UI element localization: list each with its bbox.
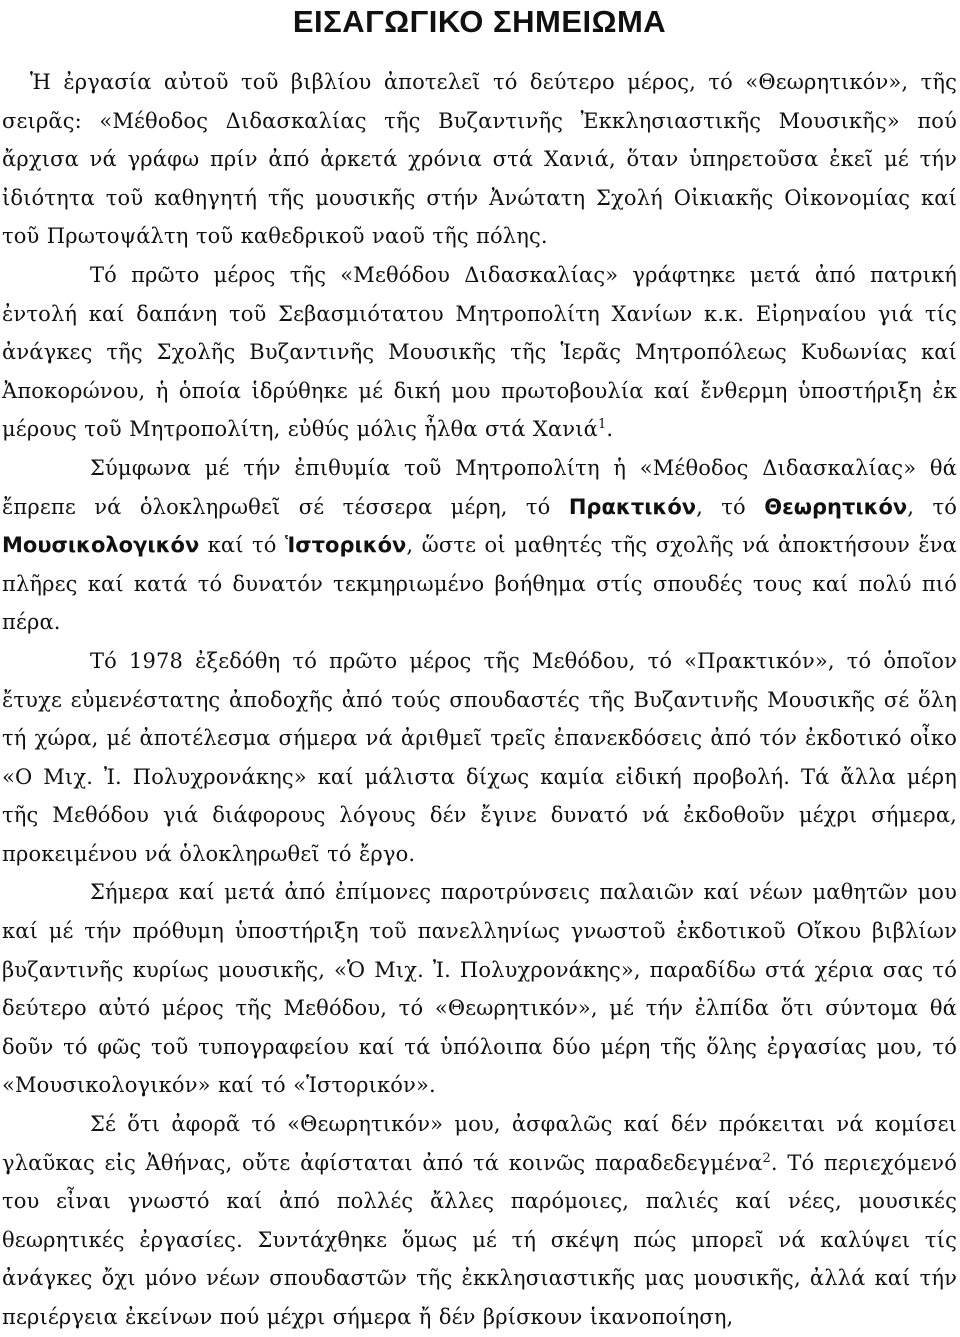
footnote-ref-1: 1 [597,417,607,433]
paragraph-text: , τό [696,494,765,519]
paragraph-text: Τό 1978 ἐξεδόθη τό πρῶτο μέρος τῆς Μεθόδου, τό «Πρακτικόν», τό ὁποῖον ἔτυχε εὐμενέστατης ἀποδοχῆς ἀπό τούς σπουδαστές τῆς Βυζαντινῆς Μουσικῆς σέ ὅλη τή χώρα, μέ ἀποτέλεσμα σήμερα νά ἀριθμεῖ τρεῖς ἐπανεκδόσεις ἀπό τόν ἐκδοτικό οἶκο «Ο Μιχ. Ἰ. Πολυχρονάκης» καί μάλιστα δίχως καμία εἰδική προβολή. Τά ἄλλα μέρη τῆς Μεθόδου γιά διάφορους λόγους δέν ἔγινε δυνατό νά ἐκδοθοῦν μέχρι σήμερα, προκειμένου νά ὁλοκληρωθεῖ τό ἔργο. [2,648,957,866]
paragraph-text: Τό πρῶτο μέρος τῆς «Μεθόδου Διδασκαλίας» γράφτηκε μετά ἀπό πατρική ἐντολή καί δαπάνη τοῦ Σεβασμιότατου Μητροπολίτη Χανίων κ.κ. Εἰρηναίου γιά τίς ἀνάγκες τῆς Σχολῆς Βυζαντινῆς Μουσικῆς τῆς Ἱερᾶς Μητροπόλεως Κυδωνίας καί Ἀποκορώνου, ἡ ὁποία ἱδρύθηκε μέ δική μου πρωτοβουλία καί ἔνθερμη ὑποστήριξη ἐκ μέρους τοῦ Μητροπολίτη, εὐθύς μόλις ἦλθα στά Χανιά [2,262,957,442]
bold-term-theoretikon: Θεωρητικόν [764,494,908,519]
paragraph-text: . Τό περιεχόμενό του εἶναι γνωστό καί ἀπό πολλές ἄλλες παρόμοιες, παλιές καί νέες, μουσικές θεωρητικές ἐργασίες. Συντάχθηκε ὅμως μέ τή σκέψη πώς μπορεῖ νά καλύψει τίς ἀνάγκες ὄχι μόνο νέων σπουδαστῶν τῆς ἐκκλησιαστικῆς μας μουσικῆς, ἀλλά καί τήν περιέργεια ἐκείνων πού μέχρι σήμερα ἤ δέν βρίσκουν ἱκανοποίηση, [2,1150,957,1329]
paragraph-1 [2,63,957,256]
paragraph-text: Σήμερα καί μετά ἀπό ἐπίμονες παροτρύνσεις παλαιῶν καί νέων μαθητῶν μου καί μέ τήν πρόθυμη ὑποστήριξη τοῦ πανελληνίως γνωστοῦ ἐκδοτικοῦ Οἴκου βιβλίων βυζαντινῆς κυρίως μουσικῆς, «Ὁ Μιχ. Ἰ. Πολυχρονάκης», παραδίδω στά χέρια σας τό δεύτερο αὐτό μέρος τῆς Μεθόδου, τό «Θεωρητικόν», μέ τήν ἐλπίδα ὅτι σύντομα θά δοῦν τό φῶς τοῦ τυπογραφείου καί τά ὑπόλοιπα δύο μέρη τῆς ὅλης ἐργασίας μου, τό «Μουσικολογικόν» καί τό «Ἱστορικόν». [2,880,957,1098]
document-body [2,63,957,1337]
page-title: ΕΙΣΑΓΩΓΙΚΟ ΣΗΜΕΙΩΜΑ [292,4,667,39]
paragraph-6 [2,1105,957,1337]
footnote-ref-2: 2 [762,1150,771,1166]
bold-term-istorikon: Ἱστορικόν [285,533,407,558]
paragraph-2 [2,256,957,449]
paragraph-text: καί τό [199,533,286,558]
paragraph-5 [2,873,957,1105]
paragraph-text: Ἡ ἐργασία αὐτοῦ τοῦ βιβλίου ἀποτελεῖ τό δεύτερο μέρος, τό «Θεωρητικόν», τῆς σειρᾶς: «Μέθοδος Διδασκαλίας τῆς Βυζαντινῆς Ἐκκλησιαστικῆς Μουσικῆς» πού ἄρχισα νά γράφω πρίν ἀπό ἀρκετά χρόνια στά Χανιά, ὅταν ὑπηρετοῦσα ἐκεῖ μέ τήν ἰδιότητα τοῦ καθηγητή τῆς μουσικῆς στήν Ἀνώτατη Σχολή Οἰκιακῆς Οἰκονομίας καί τοῦ Πρωτοψάλτη τοῦ καθεδρικοῦ ναοῦ τῆς πόλης. [2,70,957,249]
paragraph-end: . [606,417,614,442]
bold-term-praktikon: Πρακτικόν [568,494,697,519]
paragraph-4 [2,642,957,874]
paragraph-text: Σέ ὅτι ἀφορᾶ τό «Θεωρητικόν» μου, ἀσφαλῶς καί δέν πρόκειται νά κομίσει γλαῦκας εἰς Ἀθήνας, οὔτε ἀφίσταται ἀπό τά κοινῶς παραδεδεγμένα [2,1112,957,1175]
bold-term-mousikologikon: Μουσικολογικόν [2,533,200,558]
paragraph-text: Σύμφωνα μέ τήν ἐπιθυμία τοῦ Μητροπολίτη ἡ «Μέθοδος Διδασκαλίας» θά ἔπρεπε νά ὁλοκληρωθεῖ σέ τέσσερα μέρη, τό [2,455,957,519]
paragraph-text: , τό [907,494,958,519]
paragraph-3 [2,449,957,642]
paragraph-text: , ὥστε οἱ μαθητές τῆς σχολῆς νά ἀποκτήσουν ἕνα πλῆρες καί κατά τό δυνατόν τεκμηριωμένο βοήθημα στίς σπουδές τους καί πολύ πιό πέρα. [2,533,958,635]
